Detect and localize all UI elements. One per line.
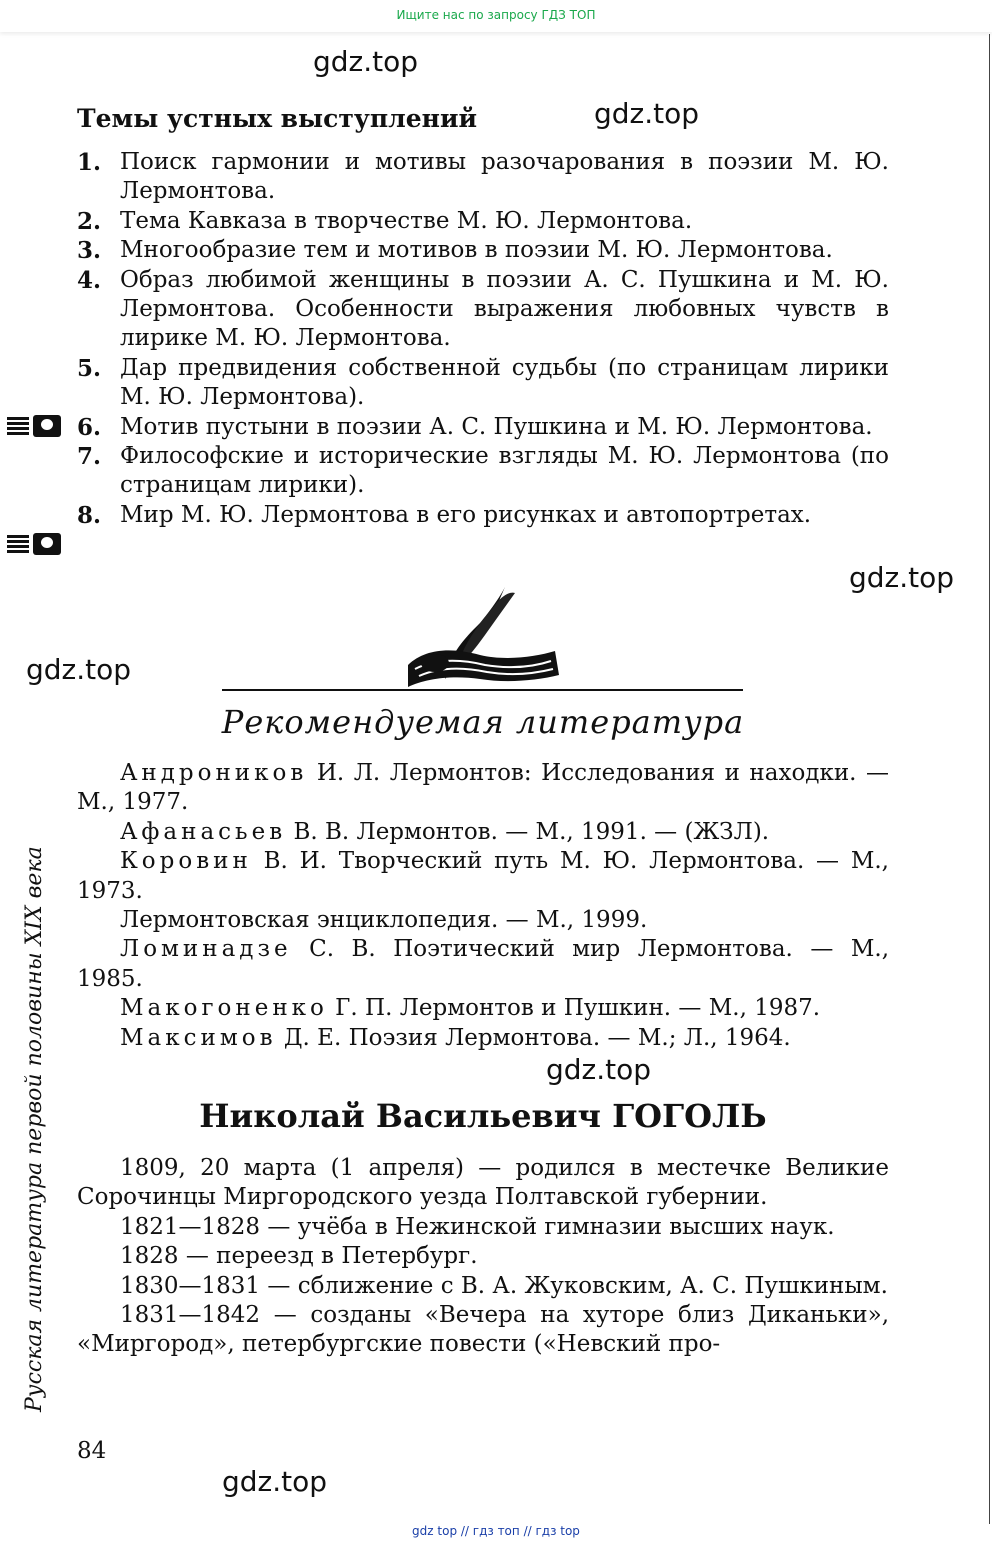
- bio-paragraph: 1831—1842 — созданы «Вечера на хуторе близ Диканьки», «Миргород», петербургские повести («Невский про-: [77, 1302, 889, 1358]
- section-title-gogol: Николай Васильевич ГОГОЛЬ: [199, 1097, 767, 1135]
- item-text: Мир М. Ю. Лермонтова в его рисунках и автопортретах.: [120, 501, 812, 528]
- list-item: [77, 759, 889, 818]
- side-caption: Русская литература первой половины XIX века: [22, 846, 47, 1412]
- item-number: 7.: [77, 443, 102, 471]
- item-number: 3.: [77, 237, 102, 265]
- multimedia-marker-icon: [7, 413, 61, 437]
- list-item: [77, 1024, 889, 1053]
- list-item: [77, 354, 889, 413]
- watermark: gdz.top: [594, 97, 700, 130]
- watermark: gdz.top: [26, 653, 132, 686]
- bio-paragraph: 1828 — переезд в Петербург.: [120, 1243, 478, 1270]
- bio-paragraph: 1830—1831 — сближение с В. А. Жуковским, А. С. Пушкиным.: [120, 1272, 888, 1299]
- author-name: Андроников: [120, 760, 308, 786]
- watermark: gdz.top: [313, 45, 419, 78]
- author-name: Максимов: [120, 1024, 277, 1051]
- item-text: Философские и исторические взгляды М. Ю. Лермонтова (по страницам лирики).: [120, 443, 889, 499]
- item-number: 2.: [77, 207, 102, 235]
- item-text: Тема Кавказа в творчестве М. Ю. Лермонтова.: [120, 207, 693, 234]
- watermark: gdz.top: [849, 561, 955, 594]
- item-text: Дар предвидения собственной судьбы (по страницам лирики М. Ю. Лермонтова).: [120, 354, 889, 411]
- section-divider: [222, 689, 743, 691]
- author-name: Ломинадзе: [120, 936, 292, 963]
- entry-text: И. Л. Лермонтов: Исследования и находки. — М., 1977.: [77, 760, 889, 816]
- entry-text: В. И. Творческий путь М. Ю. Лермонтова. — М., 1973.: [77, 848, 889, 904]
- item-text: Многообразие тем и мотивов в поэзии М. Ю. Лермонтова.: [120, 237, 833, 264]
- item-number: 5.: [77, 354, 102, 382]
- footer-links[interactable]: gdz top // гдз топ // гдз top: [412, 1524, 580, 1538]
- list-item: [77, 847, 889, 906]
- item-number: 1.: [77, 149, 102, 176]
- list-item: [77, 442, 889, 501]
- author-name: Афанасьев: [120, 818, 287, 845]
- item-text: Мотив пустыни в поэзии А. С. Пушкина и М. Ю. Лермонтова.: [120, 413, 873, 440]
- entry-text: В. В. Лермонтов. — М., 1991. — (ЖЗЛ).: [286, 818, 770, 845]
- list-item: [77, 818, 889, 847]
- top-banner: [0, 0, 992, 32]
- entry-text: Лермонтовская энциклопедия. — М., 1999.: [120, 907, 648, 934]
- list-item: [77, 207, 889, 236]
- item-number: 6.: [77, 413, 102, 441]
- list-item: [77, 148, 889, 207]
- page-number: 84: [77, 1438, 107, 1464]
- list-item: [77, 413, 889, 442]
- list-item: [77, 906, 889, 935]
- list-item: [77, 935, 889, 994]
- page-edge-line: [989, 34, 990, 1524]
- section-title-literature: Рекомендуемая литература: [221, 703, 745, 741]
- multimedia-marker-icon: [7, 531, 61, 555]
- literature-list: [77, 759, 889, 1053]
- list-item: [77, 266, 889, 354]
- entry-text: Д. Е. Поэзия Лермонтова. — М.; Л., 1964.: [276, 1024, 791, 1051]
- author-name: Макогоненко: [120, 995, 328, 1022]
- themes-list: [77, 148, 889, 530]
- item-text: Образ любимой женщины в поэзии А. С. Пушкина и М. Ю. Лермонтова. Особенности выражения любовных чувств в лирике М. Ю. Лермонтова.: [120, 266, 889, 352]
- author-name: Коровин: [120, 848, 252, 875]
- entry-text: С. В. Поэтический мир Лермонтова. — М., 1985.: [77, 936, 889, 992]
- list-item: [77, 501, 889, 530]
- biography: [77, 1154, 889, 1360]
- item-text: Поиск гармонии и мотивы разочарования в поэзии М. Ю. Лермонтова.: [120, 149, 889, 205]
- section-title-themes: Темы устных выступлений: [77, 104, 478, 133]
- bio-paragraph: 1821—1828 — учёба в Нежинской гимназии высших наук.: [120, 1213, 835, 1240]
- watermark: gdz.top: [546, 1053, 652, 1086]
- bio-paragraph: 1809, 20 марта (1 апреля) — родился в местечке Великие Сорочинцы Миргородского уезда Полтавской губернии.: [77, 1155, 889, 1211]
- top-banner-text: Ищите нас по запросу ГДЗ ТОП: [396, 8, 596, 22]
- list-item: [77, 236, 889, 265]
- item-number: 8.: [77, 501, 102, 529]
- quill-inkwell-icon: [405, 583, 561, 691]
- item-number: 4.: [77, 266, 102, 294]
- entry-text: Г. П. Лермонтов и Пушкин. — М., 1987.: [327, 995, 821, 1022]
- watermark: gdz.top: [222, 1465, 328, 1498]
- list-item: [77, 994, 889, 1023]
